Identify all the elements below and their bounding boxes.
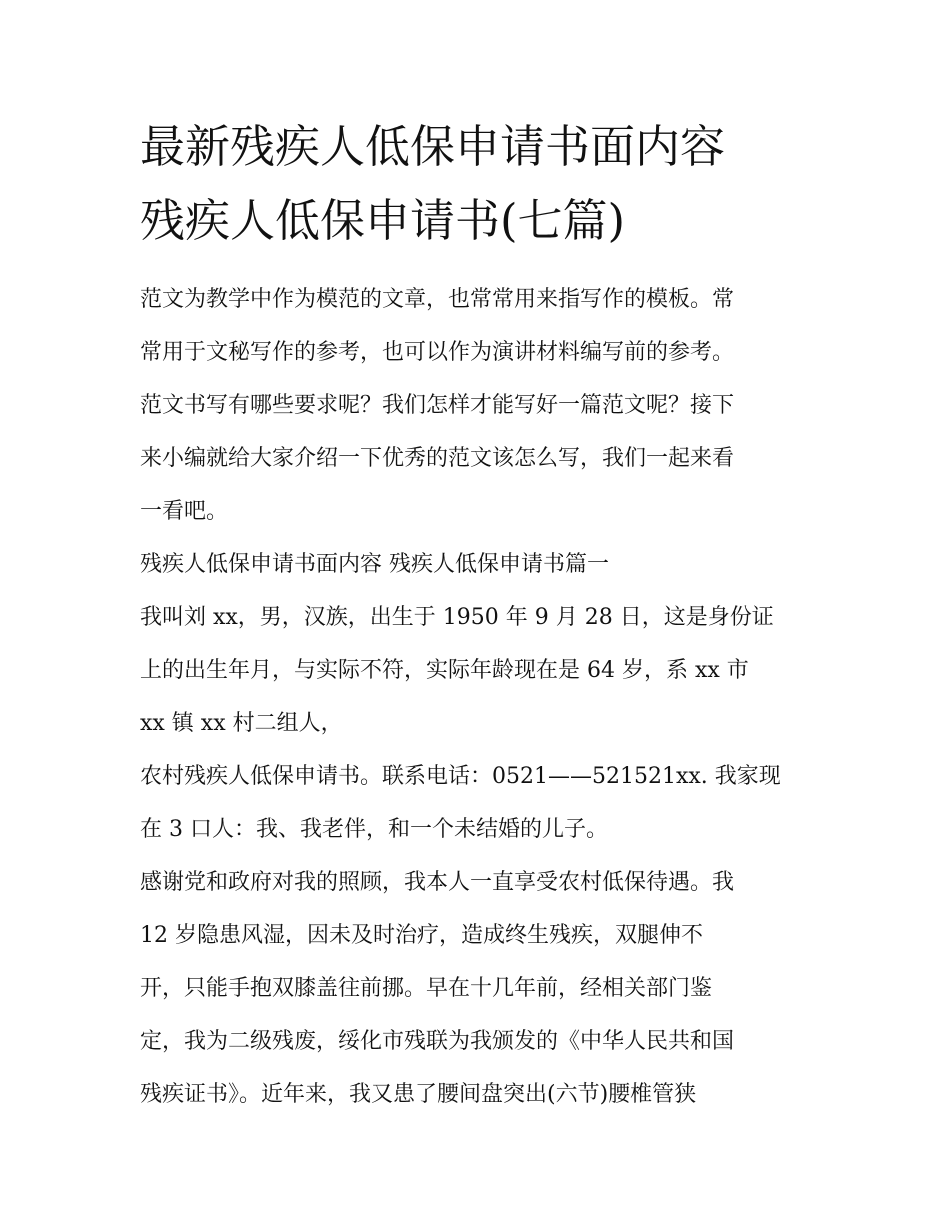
body-line: 常用于文秘写作的参考，也可以作为演讲材料编写前的参考。 bbox=[140, 340, 735, 365]
body-line: 12 岁隐患风湿，因未及时治疗，造成终生残疾，双腿伸不 bbox=[140, 923, 703, 948]
body-line: 残疾证书》。近年来，我又患了腰间盘突出(六节)腰椎管狭 bbox=[140, 1082, 697, 1107]
section-heading: 残疾人低保申请书面内容 残疾人低保申请书篇一 bbox=[140, 552, 609, 577]
body-line: xx 镇 xx 村二组人， bbox=[140, 711, 343, 736]
body-line: 来小编就给大家介绍一下优秀的范文该怎么写，我们一起来看 bbox=[140, 446, 735, 471]
body-line: 范文为教学中作为模范的文章，也常常用来指写作的模板。常 bbox=[140, 287, 735, 312]
body-line: 在 3 口人：我、我老伴，和一个未结婚的儿子。 bbox=[140, 817, 608, 842]
body-line: 上的出生年月，与实际不符，实际年龄现在是 64 岁，系 xx 市 bbox=[140, 658, 749, 683]
body-line: 感谢党和政府对我的照顾，我本人一直享受农村低保待遇。我 bbox=[140, 870, 735, 895]
body-line: 范文书写有哪些要求呢？我们怎样才能写好一篇范文呢？接下 bbox=[140, 393, 735, 418]
body-line: 开，只能手抱双膝盖往前挪。早在十几年前，经相关部门鉴 bbox=[140, 976, 713, 1001]
title-line: 最新残疾人低保申请书面内容 bbox=[140, 120, 726, 173]
body-line: 农村残疾人低保申请书。联系电话：0521——521521xx. 我家现 bbox=[140, 764, 781, 789]
document-body bbox=[140, 273, 830, 1121]
body-line: 我叫刘 xx，男，汉族，出生于 1950 年 9 月 28 日，这是身份证 bbox=[140, 605, 774, 630]
body-line: 一看吧。 bbox=[140, 499, 229, 524]
body-line: 定，我为二级残废，绥化市残联为我颁发的《中华人民共和国 bbox=[140, 1029, 735, 1054]
document-title bbox=[140, 110, 840, 258]
title-line: 残疾人低保申请书(七篇) bbox=[140, 194, 626, 247]
